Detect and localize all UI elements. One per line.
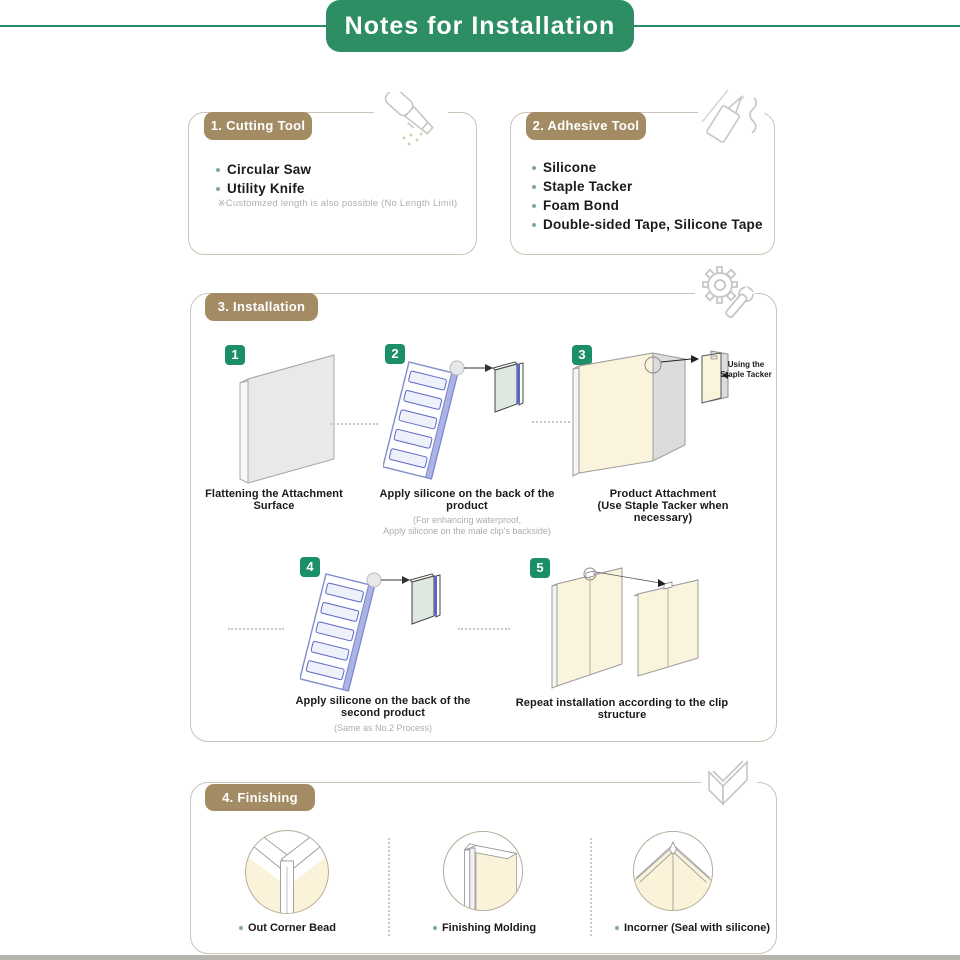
- dotted-connector: [458, 628, 510, 630]
- adhesive-item-label: Double-sided Tape, Silicone Tape: [543, 217, 763, 232]
- step-4-subcaption: (Same as No.2 Process): [333, 723, 433, 733]
- step-1-caption: Flattening the Attachment Surface: [205, 488, 343, 512]
- bullet-icon: [433, 926, 437, 930]
- section-adhesive-title: 2. Adhesive Tool: [526, 112, 646, 140]
- bullet-icon: [615, 926, 619, 930]
- finishing-item-label: Finishing Molding: [441, 922, 537, 934]
- section-finishing-title: 4. Finishing: [205, 784, 315, 811]
- finishing-molding-illustration: [439, 827, 527, 915]
- step-1-badge: 1: [225, 345, 245, 365]
- adhesive-item-label: Staple Tacker: [543, 179, 633, 194]
- dotted-connector: [330, 423, 378, 425]
- bullet-icon: [216, 168, 220, 172]
- dotted-divider: [388, 838, 390, 936]
- step-4-illustration: [300, 570, 450, 692]
- gear-wrench-icon: [695, 265, 755, 323]
- dotted-divider: [590, 838, 592, 936]
- corner-bead-icon: [701, 758, 757, 810]
- step-3-badge: 3: [572, 345, 592, 365]
- bullet-icon: [239, 926, 243, 930]
- page-title: Notes for Installation: [326, 0, 634, 52]
- list-item: [532, 177, 763, 196]
- step-3-caption: Product Attachment: [609, 488, 717, 500]
- out-corner-bead-illustration: [241, 826, 333, 918]
- header-rule-left: [0, 25, 328, 27]
- finishing-item-label: Incorner (Seal with silicone): [623, 922, 771, 934]
- finishing-item-label: Out Corner Bead: [247, 922, 336, 934]
- bullet-icon: [532, 204, 536, 208]
- step-1-illustration: [230, 350, 345, 485]
- bullet-icon: [532, 185, 536, 189]
- bottom-strip: [0, 955, 960, 960]
- list-item: [532, 196, 763, 215]
- bullet-icon: [532, 166, 536, 170]
- bullet-icon: [216, 187, 220, 191]
- cutting-item-label: Utility Knife: [227, 181, 305, 196]
- list-item: [216, 160, 311, 179]
- finishing-label: [605, 922, 780, 934]
- step-4-caption-block: [278, 695, 488, 734]
- cutting-tool-list: [216, 160, 311, 198]
- step-2-subcaption: Apply silicone on the male clip's backside): [383, 526, 551, 536]
- magnifier-icon: [450, 361, 464, 375]
- step-3-caption: (Use Staple Tacker when necessary): [597, 500, 729, 524]
- annotation-line: Using the: [727, 360, 765, 369]
- step-3-illustration: [565, 343, 730, 485]
- step-2-caption-block: [376, 488, 558, 537]
- adhesive-item-label: Foam Bond: [543, 198, 620, 213]
- section-installation-title: 3. Installation: [205, 293, 318, 321]
- step-5-badge: 5: [530, 558, 550, 578]
- bullet-icon: [532, 223, 536, 227]
- silicone-tube-icon: [698, 86, 764, 148]
- step-3-annotation: [720, 360, 772, 380]
- finishing-label: [220, 922, 355, 934]
- magnifier-icon: [367, 573, 381, 587]
- step-2-caption: Apply silicone on the back of the product: [379, 488, 555, 512]
- adhesive-item-label: Silicone: [543, 160, 597, 175]
- list-item: [216, 179, 311, 198]
- step-5-illustration: [540, 560, 725, 692]
- step-2-illustration: [383, 358, 533, 480]
- utility-knife-icon: [374, 92, 448, 150]
- incorner-illustration: [629, 827, 717, 915]
- annotation-line: Staple Tacker: [720, 370, 772, 379]
- adhesive-tool-list: [532, 158, 763, 234]
- step-4-caption: Apply silicone on the back of the second product: [295, 695, 471, 719]
- header-rule-right: [632, 25, 960, 27]
- list-item: [532, 158, 763, 177]
- cutting-item-label: Circular Saw: [227, 162, 312, 177]
- step-3-caption-block: [568, 488, 758, 524]
- step-4-badge: 4: [300, 557, 320, 577]
- step-2-subcaption: (For enhancing waterproof,: [412, 515, 522, 525]
- cutting-note: ※Customized length is also possible (No Length Limit): [217, 198, 458, 209]
- dotted-connector: [228, 628, 284, 630]
- dotted-connector: [532, 421, 574, 423]
- step-2-badge: 2: [385, 344, 405, 364]
- finishing-label: [422, 922, 547, 934]
- list-item: [532, 215, 763, 234]
- step-5-caption: Repeat installation according to the clip structure: [515, 697, 729, 721]
- section-cutting-title: 1. Cutting Tool: [204, 112, 312, 140]
